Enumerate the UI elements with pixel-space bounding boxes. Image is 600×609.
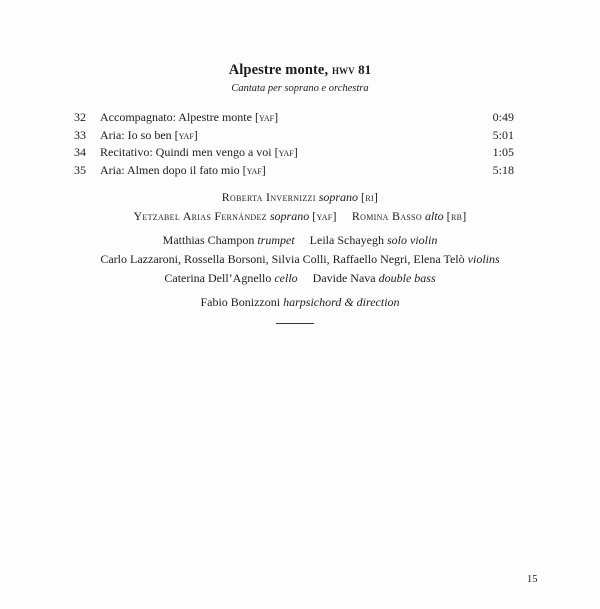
track-title: Aria: Io so ben [yaf] — [100, 127, 198, 142]
credit-line-director — [0, 293, 600, 312]
track-row — [74, 162, 514, 180]
performer-role: alto — [425, 209, 444, 223]
performer-name: Matthias Champon — [162, 233, 255, 247]
track-duration: 5:18 — [492, 162, 514, 177]
performer-role: harpsichord & direction — [283, 295, 400, 309]
credit-line-continuo — [0, 269, 600, 288]
performer-role: cello — [274, 271, 298, 285]
work-catalog-number: hwv 81 — [331, 62, 372, 77]
work-title-text: Alpestre monte, — [228, 62, 329, 78]
performer-role: double bass — [378, 271, 436, 285]
performer-credits — [0, 188, 600, 312]
performer-tag: [ri] — [361, 190, 379, 204]
performer-name: Fabio Bonizzoni — [200, 295, 281, 309]
performer-role: trumpet — [257, 233, 295, 247]
track-title: Recitativo: Quindi men vengo a voi [yaf] — [100, 145, 298, 159]
credit-line-violins — [0, 250, 600, 269]
track-number: 32 — [74, 110, 86, 124]
track-number: 34 — [74, 145, 86, 159]
performer-name: Leila Schayegh — [309, 233, 384, 247]
work-title — [0, 62, 600, 79]
performer-tag: [rb] — [446, 209, 467, 223]
track-duration: 5:01 — [492, 127, 514, 142]
performer-role: soprano — [318, 190, 359, 204]
track-title: Accompagnato: Alpestre monte [yaf] — [100, 110, 279, 124]
page-number: 15 — [527, 574, 538, 585]
performer-name: Caterina Dell’Agnello — [164, 271, 272, 285]
performer-role: solo violin — [386, 233, 438, 247]
credit-line-instrumentalists — [0, 231, 600, 250]
section-divider — [276, 323, 314, 324]
performer-name: Roberta Invernizzi — [221, 190, 316, 204]
performer-name: Romina Basso — [351, 209, 422, 223]
track-duration: 0:49 — [492, 110, 514, 124]
track-row — [74, 127, 514, 145]
credit-line-soloist — [0, 188, 600, 207]
track-row — [74, 144, 514, 162]
track-title: Aria: Almen dopo il fato mio [yaf] — [100, 162, 266, 177]
performer-tag: [yaf] — [254, 110, 279, 124]
performer-tag: [yaf] — [174, 127, 198, 142]
performer-name: Davide Nava — [312, 271, 376, 285]
work-subtitle: Cantata per soprano e orchestra — [231, 83, 369, 94]
track-duration: 1:05 — [492, 145, 514, 159]
performer-role: violins — [467, 252, 500, 266]
track-row — [74, 109, 514, 127]
performer-role: soprano — [269, 209, 310, 223]
performer-name: Yetzabel Arias Fernández — [133, 209, 267, 223]
track-list — [74, 109, 514, 179]
track-number: 33 — [74, 127, 86, 142]
track-number: 35 — [74, 162, 86, 177]
performer-tag: [yaf] — [274, 145, 298, 159]
performer-names: Carlo Lazzaroni, Rossella Borsoni, Silvia Colli, Raffaello Negri, Elena Telò — [100, 252, 465, 266]
credit-line-soloists — [0, 207, 600, 226]
performer-tag: [yaf] — [242, 162, 266, 177]
performer-tag: [yaf] — [312, 209, 337, 223]
